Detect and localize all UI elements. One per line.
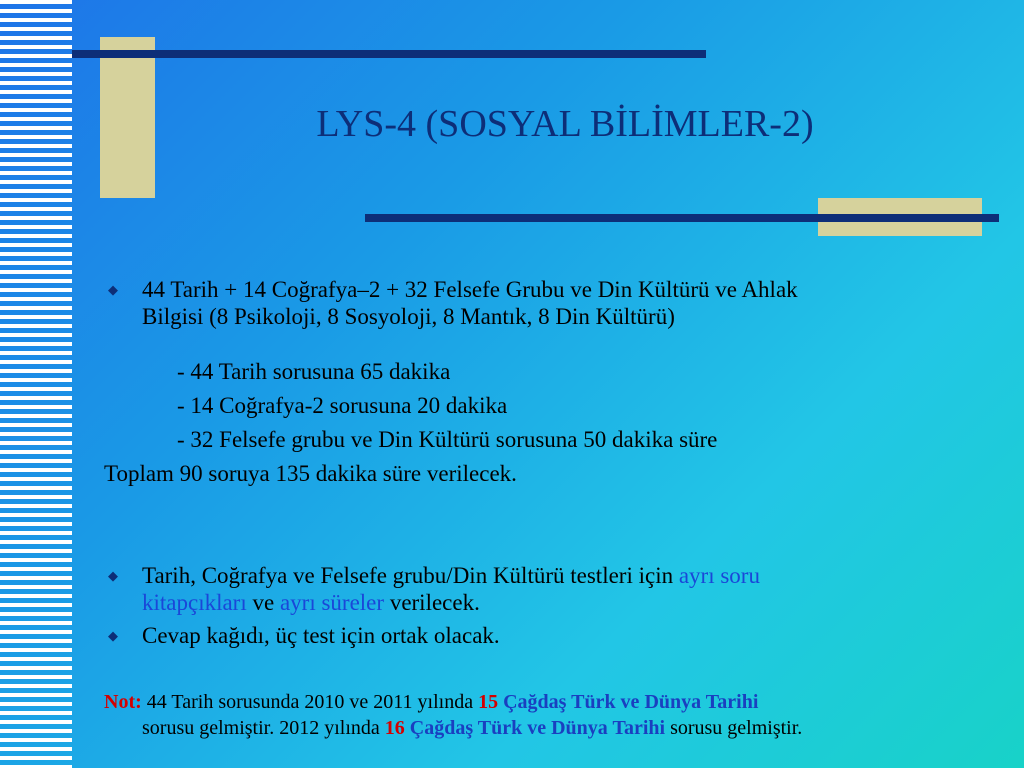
- total-line: Toplam 90 soruya 135 dakika süre verilecek.: [104, 461, 517, 486]
- para2-highlight: kitapçıkları: [142, 590, 247, 615]
- bullet-icon: ◆: [108, 568, 118, 583]
- duration-item: - 14 Coğrafya-2 sorusuna 20 dakika: [177, 393, 508, 418]
- note-number: 15: [478, 691, 499, 713]
- para1-line1: 44 Tarih + 14 Coğrafya–2 + 32 Felsefe Grubu ve Din Kültürü ve Ahlak: [142, 277, 798, 302]
- note-text: sorusu gelmiştir. 2012 yılında: [142, 717, 385, 739]
- para2-text: ve: [246, 590, 280, 615]
- para2-line2: [142, 589, 942, 616]
- note-label: Not:: [104, 691, 142, 713]
- bullet-icon: ◆: [108, 282, 118, 297]
- slide-title: LYS-4 (SOSYAL BİLİMLER-2): [316, 103, 814, 145]
- decorative-box-top: [100, 37, 155, 198]
- decorative-bar-mid: [365, 214, 999, 222]
- note-line1: [104, 690, 1004, 714]
- note-number: 16: [384, 717, 405, 739]
- para2-highlight: ayrı süreler: [279, 590, 385, 615]
- note-topic: Çağdaş Türk ve Dünya Tarihi: [498, 691, 759, 713]
- note-text: sorusu gelmiştir.: [665, 717, 803, 739]
- note-text: 44 Tarih sorusunda 2010 ve 2011 yılında: [141, 691, 479, 713]
- bullet-icon: ◆: [108, 628, 118, 643]
- para2-text: Tarih, Coğrafya ve Felsefe grubu/Din Kültürü testleri için: [142, 563, 679, 588]
- note-line2: [142, 716, 1012, 740]
- duration-item: - 32 Felsefe grubu ve Din Kültürü sorusuna 50 dakika süre: [177, 427, 718, 452]
- para1-line2: Bilgisi (8 Psikoloji, 8 Sosyoloji, 8 Mantık, 8 Din Kültürü): [142, 304, 675, 329]
- para2-line1: [142, 562, 942, 589]
- para2-text: verilecek.: [384, 590, 480, 615]
- note-topic: Çağdaş Türk ve Dünya Tarihi: [404, 717, 666, 739]
- decorative-stripes: [0, 0, 72, 768]
- para3: Cevap kağıdı, üç test için ortak olacak.: [142, 623, 500, 648]
- para2-highlight: ayrı soru: [678, 563, 760, 588]
- duration-item: - 44 Tarih sorusuna 65 dakika: [177, 359, 451, 384]
- decorative-bar-top: [72, 50, 706, 58]
